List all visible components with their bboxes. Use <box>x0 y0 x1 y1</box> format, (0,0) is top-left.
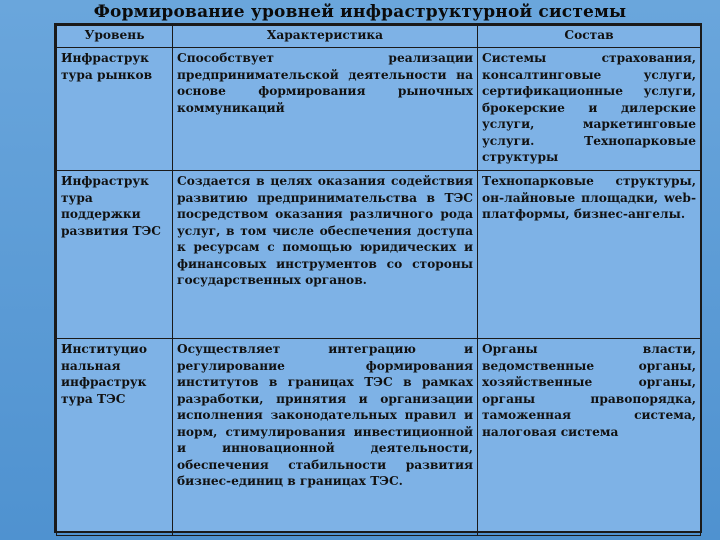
row-composition: Системы страхования, консалтинговые услуги, сертификационные услуги, брокерские и дилерские услуги, маркетинговые услуги. Технопарковые структуры <box>478 48 701 171</box>
row-characteristic: Создается в целях оказания содействия развитию предпринимательства в ТЭС посредством оказания различного рода услуг, в том числе обеспечения доступа к ресурсам с помощью юридических и финансовых инструментов со стороны государственных органов. <box>173 171 478 339</box>
row-characteristic: Способствует реализации предпринимательской деятельности на основе формирования рыночных коммуникаций <box>173 48 478 171</box>
row-level: Инфраструк тура рынков <box>57 48 173 171</box>
row-composition: Органы власти, ведомственные органы, хозяйственные органы, органы правопорядка, таможенная система, налоговая система <box>478 339 701 536</box>
header-composition: Состав <box>478 26 701 48</box>
row-level: Институцио нальная инфраструк тура ТЭС <box>57 339 173 536</box>
row-level: Инфраструк тура поддержки развития ТЭС <box>57 171 173 339</box>
header-characteristic: Характеристика <box>173 26 478 48</box>
levels-table <box>54 23 702 533</box>
table-row <box>57 339 701 536</box>
header-level: Уровень <box>57 26 173 48</box>
row-characteristic: Осуществляет интеграцию и регулирование формирования институтов в границах ТЭС в рамках разработки, принятия и организации исполнения законодательных правил и норм, стимулирования инвестиционной и инновационной деятельности, обеспечения стабильности развития бизнес-единиц в границах ТЭС. <box>173 339 478 536</box>
slide-title: Формирование уровней инфраструктурной системы <box>93 2 627 22</box>
table-row <box>57 48 701 171</box>
table-row <box>57 171 701 339</box>
row-composition: Технопарковые структуры, он-лайновые площадки, web-платформы, бизнес-ангелы. <box>478 171 701 339</box>
